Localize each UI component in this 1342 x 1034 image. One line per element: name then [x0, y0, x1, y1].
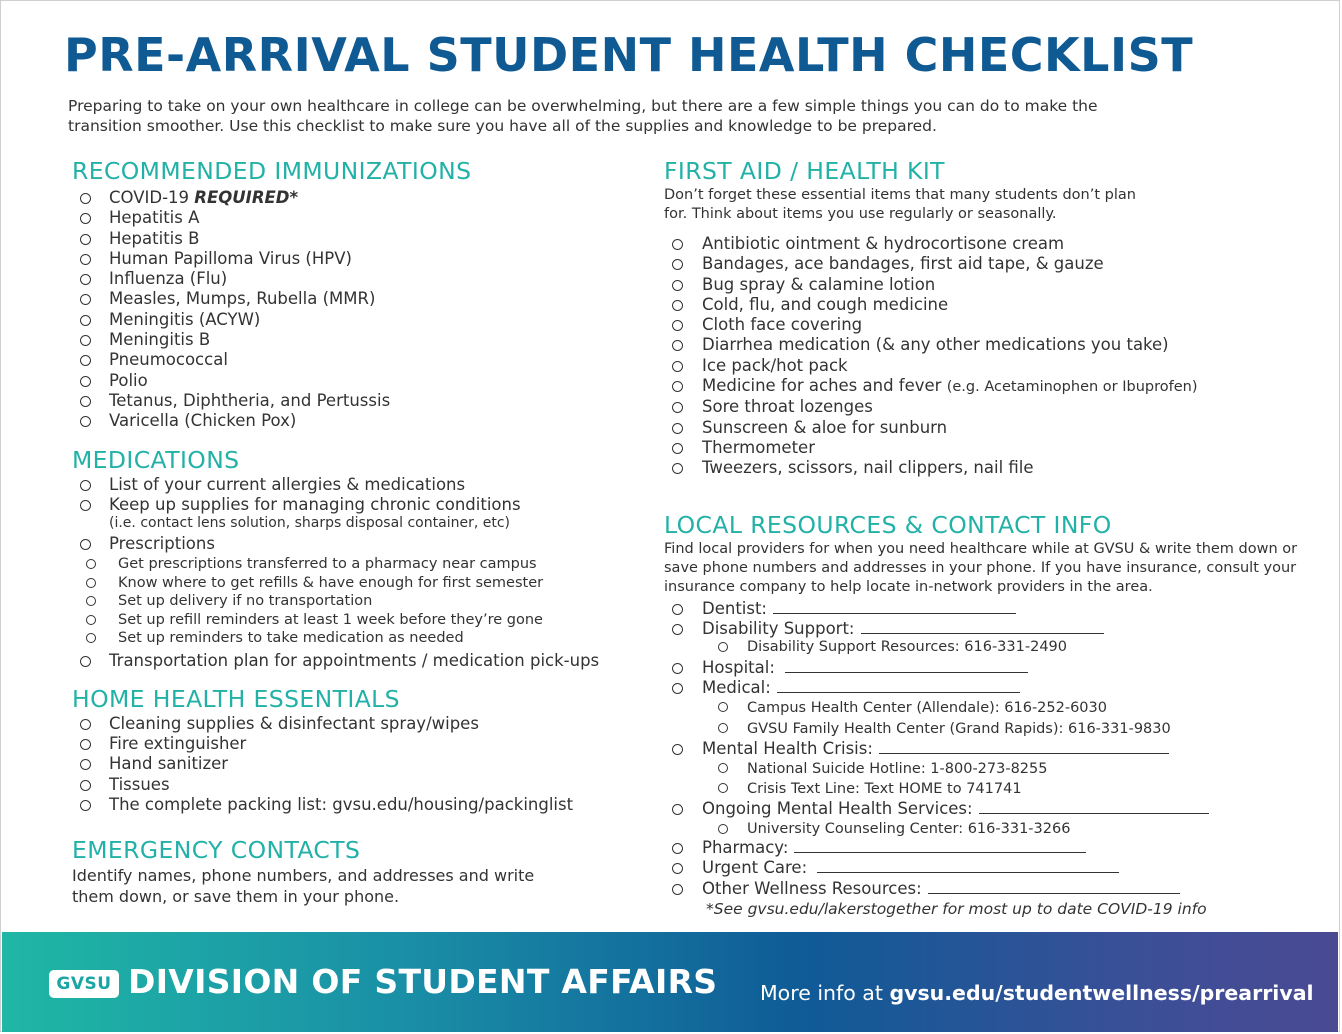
checkbox-circle-icon[interactable] [80, 193, 91, 204]
checkbox-circle-icon[interactable] [672, 259, 683, 270]
checklist-item[interactable]: List of your current allergies & medications [72, 475, 632, 495]
checklist-item[interactable]: Hepatitis B [72, 229, 632, 249]
gvsu-logo: GVSU [49, 970, 119, 998]
checklist-item[interactable]: Hepatitis A [72, 208, 632, 228]
checklist-item[interactable]: Varicella (Chicken Pox) [72, 411, 632, 431]
checklist-item[interactable]: Ice pack/hot pack [664, 356, 1314, 376]
checkbox-circle-icon[interactable] [80, 759, 91, 770]
checkbox-circle-icon[interactable] [80, 335, 91, 346]
checklist-subitem[interactable]: Set up reminders to take medication as needed [72, 629, 632, 647]
checklist-subitem[interactable]: Crisis Text Line: Text HOME to 741741 [664, 779, 1314, 799]
write-in-line[interactable] [879, 739, 1169, 754]
checkbox-circle-icon[interactable] [718, 783, 728, 793]
checkbox-circle-icon[interactable] [672, 320, 683, 331]
checkbox-circle-icon[interactable] [718, 824, 728, 834]
checklist-subitem[interactable]: Campus Health Center (Allendale): 616-252-6030 [664, 698, 1314, 719]
checkbox-circle-icon[interactable] [86, 559, 96, 569]
write-in-line[interactable] [817, 858, 1119, 873]
checkbox-circle-icon[interactable] [80, 396, 91, 407]
checkbox-circle-icon[interactable] [80, 539, 91, 550]
checkbox-circle-icon[interactable] [672, 443, 683, 454]
first-aid-heading: FIRST AID / HEALTH KIT [664, 157, 945, 185]
write-in-line[interactable] [785, 658, 1028, 673]
checkbox-circle-icon[interactable] [86, 578, 96, 588]
medicine-examples: (e.g. Acetaminophen or Ibuprofen) [946, 379, 1198, 396]
ongoing-mental-health-field[interactable]: Ongoing Mental Health Services: [664, 799, 1314, 819]
checklist-item[interactable]: Cold, flu, and cough medicine [664, 295, 1314, 315]
checklist-item[interactable]: COVID-19 REQUIRED* [72, 188, 632, 208]
checklist-item[interactable]: Human Papilloma Virus (HPV) [72, 249, 632, 269]
checkbox-circle-icon[interactable] [80, 416, 91, 427]
home-health-heading: HOME HEALTH ESSENTIALS [72, 684, 400, 713]
checkbox-circle-icon[interactable] [672, 624, 683, 635]
medications-heading: MEDICATIONS [72, 445, 240, 474]
covid-info-note: *See gvsu.edu/lakerstogether for most up to date COVID-19 info [706, 900, 1207, 918]
checklist-subitem[interactable]: National Suicide Hotline: 1-800-273-8255 [664, 759, 1314, 779]
checklist-subitem[interactable]: GVSU Family Health Center (Grand Rapids): 616-331-9830 [664, 719, 1314, 740]
immunizations-heading: RECOMMENDED IMMUNIZATIONS [72, 157, 472, 185]
checklist-item[interactable]: Meningitis (ACYW) [72, 310, 632, 330]
checkbox-circle-icon[interactable] [80, 480, 91, 491]
checklist-item[interactable]: Diarrhea medication (& any other medications you take) [664, 335, 1314, 355]
required-flag: REQUIRED* [194, 188, 299, 207]
checkbox-circle-icon[interactable] [80, 294, 91, 305]
checkbox-circle-icon[interactable] [86, 596, 96, 606]
checkbox-circle-icon[interactable] [672, 744, 683, 755]
checkbox-circle-icon[interactable] [718, 723, 728, 733]
checklist-item[interactable]: Transportation plan for appointments / medication pick-ups [72, 651, 632, 671]
checklist-item[interactable]: Prescriptions [72, 534, 632, 554]
checkbox-circle-icon[interactable] [672, 402, 683, 413]
checklist-subitem[interactable]: Disability Support Resources: 616-331-2490 [664, 638, 1314, 656]
emergency-contacts-description: Identify names, phone numbers, and addresses and write them down, or save them in your phone. [72, 866, 535, 907]
checkbox-circle-icon[interactable] [718, 642, 728, 652]
checkbox-circle-icon[interactable] [80, 355, 91, 366]
checklist-item[interactable]: Cloth face covering [664, 315, 1314, 335]
checklist-subitem[interactable]: University Counseling Center: 616-331-3266 [664, 820, 1314, 838]
checklist-item[interactable]: Tissues [72, 775, 632, 795]
other-wellness-field[interactable]: Other Wellness Resources: [664, 879, 1314, 899]
dentist-field[interactable]: Dentist: [664, 599, 1314, 619]
checklist-item[interactable]: Tetanus, Diphtheria, and Pertussis [72, 391, 632, 411]
home-health-list [72, 714, 632, 815]
checkbox-circle-icon[interactable] [672, 463, 683, 474]
emergency-contacts-heading: EMERGENCY CONTACTS [72, 836, 361, 865]
checkbox-circle-icon[interactable] [672, 863, 683, 874]
checklist-item[interactable]: Hand sanitizer [72, 754, 632, 774]
write-in-line[interactable] [928, 879, 1180, 894]
checkbox-circle-icon[interactable] [80, 739, 91, 750]
checkbox-circle-icon[interactable] [718, 702, 728, 712]
checklist-subitem[interactable]: Set up refill reminders at least 1 week before they’re gone [72, 611, 632, 629]
left-column [72, 156, 632, 907]
checklist-subitem[interactable]: Know where to get refills & have enough for first semester [72, 574, 632, 592]
checklist-item[interactable]: Meningitis B [72, 330, 632, 350]
checklist-item[interactable]: Influenza (Flu) [72, 269, 632, 289]
checkbox-circle-icon[interactable] [672, 663, 683, 674]
checkbox-circle-icon[interactable] [86, 633, 96, 643]
checklist-item[interactable]: The complete packing list: gvsu.edu/housing/packinglist [72, 795, 632, 815]
checklist-item[interactable]: Measles, Mumps, Rubella (MMR) [72, 289, 632, 309]
prescriptions-sublist [72, 555, 632, 647]
checklist-item[interactable]: Medicine for aches and fever (e.g. Acetaminophen or Ibuprofen) [664, 376, 1314, 397]
checkbox-circle-icon[interactable] [672, 280, 683, 291]
immunizations-list [72, 188, 632, 432]
checkbox-circle-icon[interactable] [672, 340, 683, 351]
checkbox-circle-icon[interactable] [80, 213, 91, 224]
checkbox-circle-icon[interactable] [80, 234, 91, 245]
checkbox-circle-icon[interactable] [672, 423, 683, 434]
checkbox-circle-icon[interactable] [718, 763, 728, 773]
pharmacy-field[interactable]: Pharmacy: [664, 838, 1314, 858]
checklist-item[interactable]: Thermometer [664, 438, 1314, 458]
local-resources-description: Find local providers for when you need healthcare while at GVSU & write them down or save phone numbers and addresses in your phone. If you have insurance, consult your insurance company to help locate in-network providers in the area. [664, 540, 1298, 595]
local-resources-heading: LOCAL RESOURCES & CONTACT INFO [664, 510, 1112, 539]
more-info: More info at gvsu.edu/studentwellness/prearrival [760, 981, 1314, 1005]
checkbox-circle-icon[interactable] [672, 604, 683, 615]
first-aid-description: Don’t forget these essential items that many students don’t plan for. Think about items you use regularly or seasonally. [664, 187, 1136, 222]
checklist-item[interactable]: Pneumococcal [72, 350, 632, 370]
medical-field[interactable]: Medical: [664, 678, 1314, 698]
local-resources-list [664, 599, 1314, 640]
write-in-line[interactable] [777, 678, 1020, 693]
chronic-conditions-note: (i.e. contact lens solution, sharps disposal container, etc) [109, 515, 510, 532]
write-in-line[interactable] [979, 799, 1209, 814]
mental-health-crisis-field[interactable]: Mental Health Crisis: [664, 739, 1314, 759]
checkbox-circle-icon[interactable] [672, 804, 683, 815]
checkbox-circle-icon[interactable] [672, 683, 683, 694]
checklist-subitem[interactable]: Set up delivery if no transportation [72, 592, 632, 610]
checklist-item[interactable]: Cleaning supplies & disinfectant spray/wipes [72, 714, 632, 734]
division-title: DIVISION OF STUDENT AFFAIRS [128, 962, 718, 1001]
checklist-item[interactable]: Polio [72, 371, 632, 391]
checkbox-circle-icon[interactable] [80, 780, 91, 791]
checkbox-circle-icon[interactable] [672, 381, 683, 392]
checkbox-circle-icon[interactable] [86, 615, 96, 625]
more-info-link[interactable]: gvsu.edu/studentwellness/prearrival [889, 981, 1314, 1005]
checkbox-circle-icon[interactable] [672, 361, 683, 372]
checkbox-circle-icon[interactable] [80, 315, 91, 326]
checkbox-circle-icon[interactable] [80, 656, 91, 667]
write-in-line[interactable] [861, 619, 1104, 634]
write-in-line[interactable] [794, 838, 1086, 853]
checkbox-circle-icon[interactable] [80, 376, 91, 387]
checklist-item[interactable]: Sore throat lozenges [664, 397, 1314, 417]
checklist-item[interactable]: Tweezers, scissors, nail clippers, nail file [664, 458, 1314, 478]
checkbox-circle-icon[interactable] [80, 500, 91, 511]
checkbox-circle-icon[interactable] [80, 800, 91, 811]
checkbox-circle-icon[interactable] [672, 239, 683, 250]
checkbox-circle-icon[interactable] [80, 274, 91, 285]
urgent-care-field[interactable]: Urgent Care: [664, 858, 1314, 878]
checklist-item[interactable]: Fire extinguisher [72, 734, 632, 754]
write-in-line[interactable] [773, 599, 1016, 614]
checklist-item[interactable]: Antibiotic ointment & hydrocortisone cream [664, 234, 1314, 254]
checklist-subitem[interactable]: Get prescriptions transferred to a pharmacy near campus [72, 555, 632, 573]
checklist-item[interactable]: Keep up supplies for managing chronic conditions [72, 495, 632, 515]
medications-list [72, 475, 632, 516]
right-column [664, 156, 1314, 899]
checkbox-circle-icon[interactable] [672, 300, 683, 311]
checkbox-circle-icon[interactable] [80, 719, 91, 730]
first-aid-list [664, 234, 1314, 479]
checkbox-circle-icon[interactable] [672, 843, 683, 854]
hospital-field[interactable]: Hospital: [664, 658, 1314, 678]
checklist-item[interactable]: Sunscreen & aloe for sunburn [664, 418, 1314, 438]
checkbox-circle-icon[interactable] [672, 884, 683, 895]
checkbox-circle-icon[interactable] [80, 254, 91, 265]
page-title: PRE-ARRIVAL STUDENT HEALTH CHECKLIST [64, 28, 1194, 82]
intro-paragraph: Preparing to take on your own healthcare in college can be overwhelming, but there are a few simple things you can do to make the transition smoother. Use this checklist to make sure you have all of the supplies and knowledge to be prepared. [68, 97, 1098, 135]
disability-field[interactable]: Disability Support: [664, 619, 1314, 639]
checklist-item[interactable]: Bandages, ace bandages, first aid tape, & gauze [664, 254, 1314, 274]
checklist-item[interactable]: Bug spray & calamine lotion [664, 275, 1314, 295]
